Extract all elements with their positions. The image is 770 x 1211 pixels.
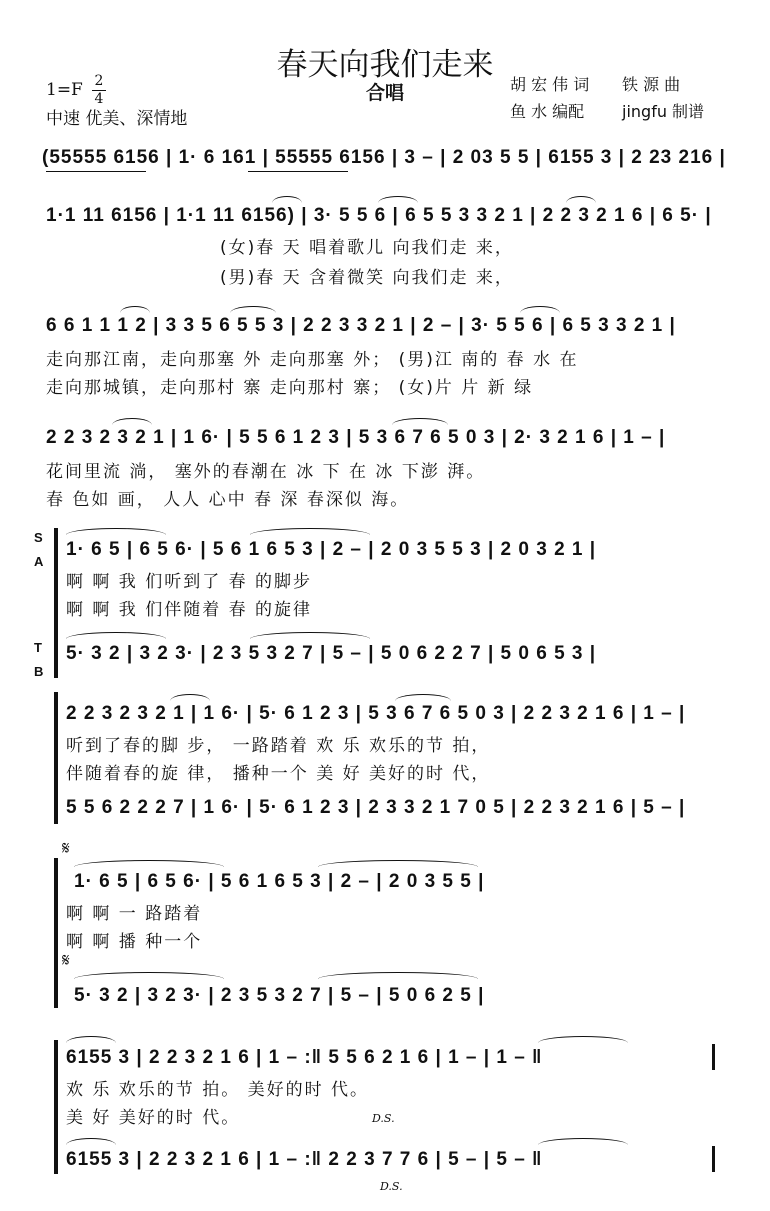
lyrics-row-6-line-1: 听到了春的脚 步， 一路踏着 欢 乐 欢乐的节 拍，: [66, 736, 491, 756]
beam-line: [46, 171, 146, 172]
slur: [378, 196, 418, 203]
dal-segno-mark: D.S.: [372, 1112, 395, 1125]
slur: [66, 632, 166, 639]
segno-sign-upper: 𝄋: [62, 838, 70, 859]
score-row-8-upper: 6155 3 | 2 2 3 2 1 6 | 1 – :‖ 5 5 6 2 1 6 | 1 – | 1 – ‖: [66, 1047, 543, 1068]
slur: [74, 972, 224, 979]
song-title: 春天向我们走来: [276, 47, 494, 83]
slur: [250, 528, 370, 535]
slur: [392, 418, 448, 425]
lyricist: 胡 宏 伟 词: [510, 75, 590, 94]
slur: [74, 860, 224, 867]
label-bass: B: [34, 664, 44, 679]
lyrics-row-4-line-2: 春 色如 画， 人人 心中 春 深 春深似 海。: [46, 490, 410, 510]
score-row-4: 2 2 3 2 3 2 1 | 1 6· | 5 5 6 1 2 3 | 5 3 6 7 6 5 0 3 | 2· 3 2 1 6 | 1 – |: [46, 427, 666, 448]
dal-segno-mark-lower: D.S.: [380, 1180, 403, 1193]
arranger: 鱼 水 编配: [510, 102, 585, 121]
label-alto: A: [34, 554, 44, 569]
lyrics-row-8-line-2: 美 好 美好的时 代。: [66, 1108, 241, 1128]
lyrics-row-7-line-2: 啊 啊 播 种一个: [66, 932, 203, 952]
slur: [230, 306, 276, 313]
slur: [170, 694, 210, 701]
slur: [66, 1138, 116, 1145]
lyrics-row-3-line-2: 走向那城镇，走向那村 寨 走向那村 寨； (女)片 片 新 绿: [46, 378, 534, 398]
transcriber: jingfu 制谱: [622, 102, 705, 121]
lyrics-row-2-line-2: (男)春 天 含着微笑 向我们走 来，: [220, 268, 514, 288]
beam-line: [248, 171, 348, 172]
score-row-5-lower: 5· 3 2 | 3 2 3· | 2 3 5 3 2 7 | 5 – | 5 0 6 2 2 7 | 5 0 6 5 3 |: [66, 643, 597, 664]
slur: [120, 306, 150, 313]
system-bracket: [54, 858, 58, 1008]
label-soprano: S: [34, 530, 43, 545]
composer: 铁 源 曲: [622, 75, 681, 94]
score-row-6-upper: 2 2 3 2 3 2 1 | 1 6· | 5· 6 1 2 3 | 5 3 6 7 6 5 0 3 | 2 2 3 2 1 6 | 1 – |: [66, 703, 686, 724]
score-row-7-upper: 1· 6 5 | 6 5 6· | 5 6 1 6 5 3 | 2 – | 2 0 3 5 5 |: [74, 871, 485, 892]
score-row-8-lower: 6155 3 | 2 2 3 2 1 6 | 1 – :‖ 2 2 3 7 7 6 | 5 – | 5 – ‖: [66, 1149, 543, 1170]
slur: [66, 1036, 116, 1043]
time-bottom: 4: [94, 91, 104, 107]
slur: [395, 694, 451, 701]
slur: [318, 972, 478, 979]
time-signature: [92, 74, 106, 107]
slur: [272, 196, 302, 203]
time-top: 2: [94, 73, 104, 89]
lyrics-row-6-line-2: 伴随着春的旋 律， 播种一个 美 好 美好的时 代，: [66, 764, 491, 784]
label-tenor: T: [34, 640, 42, 655]
slur: [66, 528, 166, 535]
system-bracket: [54, 692, 58, 824]
slur: [318, 860, 478, 867]
score-row-2: 1·1 11 6156 | 1·1 11 6156) | 3· 5 5 6 | 6 5 5 3 3 2 1 | 2 2 3 2 1 6 | 6 5· |: [46, 205, 712, 226]
slur: [520, 306, 560, 313]
score-row-7-lower: 5· 3 2 | 3 2 3· | 2 3 5 3 2 7 | 5 – | 5 0 6 2 5 |: [74, 985, 485, 1006]
lyrics-row-7-line-1: 啊 啊 一 路踏着: [66, 904, 203, 924]
system-bracket: [54, 528, 58, 678]
score-row-3: 6 6 1 1 1 2 | 3 3 5 6 5 5 3 | 2 2 3 3 2 1 | 2 – | 3· 5 5 6 | 6 5 3 3 2 1 |: [46, 315, 676, 336]
score-row-6-lower: 5 5 6 2 2 2 7 | 1 6· | 5· 6 1 2 3 | 2 3 3 2 1 7 0 5 | 2 2 3 2 1 6 | 5 – |: [66, 797, 686, 818]
lyrics-row-5-line-2: 啊 啊 我 们伴随着 春 的旋律: [66, 600, 313, 620]
final-barline: [712, 1044, 715, 1070]
lyrics-row-8-line-1: 欢 乐 欢乐的节 拍。 美好的时 代。: [66, 1080, 370, 1100]
lyrics-row-2-line-1: (女)春 天 唱着歌儿 向我们走 来，: [220, 238, 514, 258]
key-signature: 1=F: [46, 80, 83, 100]
system-bracket: [54, 1040, 58, 1174]
slur: [112, 418, 152, 425]
score-row-1: (55555 6156 | 1· 6 161 | 55555 6156 | 3 – | 2 03 5 5 | 6155 3 | 2 23 216 |: [42, 147, 726, 168]
segno-sign-lower: 𝄋: [62, 950, 70, 971]
tempo-marking: 中速 优美、深情地: [46, 109, 188, 129]
slur: [250, 632, 370, 639]
slur: [566, 196, 596, 203]
slur: [538, 1138, 628, 1145]
score-row-5-upper: 1· 6 5 | 6 5 6· | 5 6 1 6 5 3 | 2 – | 2 0 3 5 5 3 | 2 0 3 2 1 |: [66, 539, 597, 560]
song-subtitle: 合唱: [365, 82, 404, 104]
final-barline: [712, 1146, 715, 1172]
slur: [538, 1036, 628, 1043]
lyrics-row-5-line-1: 啊 啊 我 们听到了 春 的脚步: [66, 572, 313, 592]
lyrics-row-4-line-1: 花间里流 淌， 塞外的春潮在 冰 下 在 冰 下澎 湃。: [46, 462, 486, 482]
lyrics-row-3-line-1: 走向那江南，走向那塞 外 走向那塞 外； (男)江 南的 春 水 在: [46, 350, 579, 370]
